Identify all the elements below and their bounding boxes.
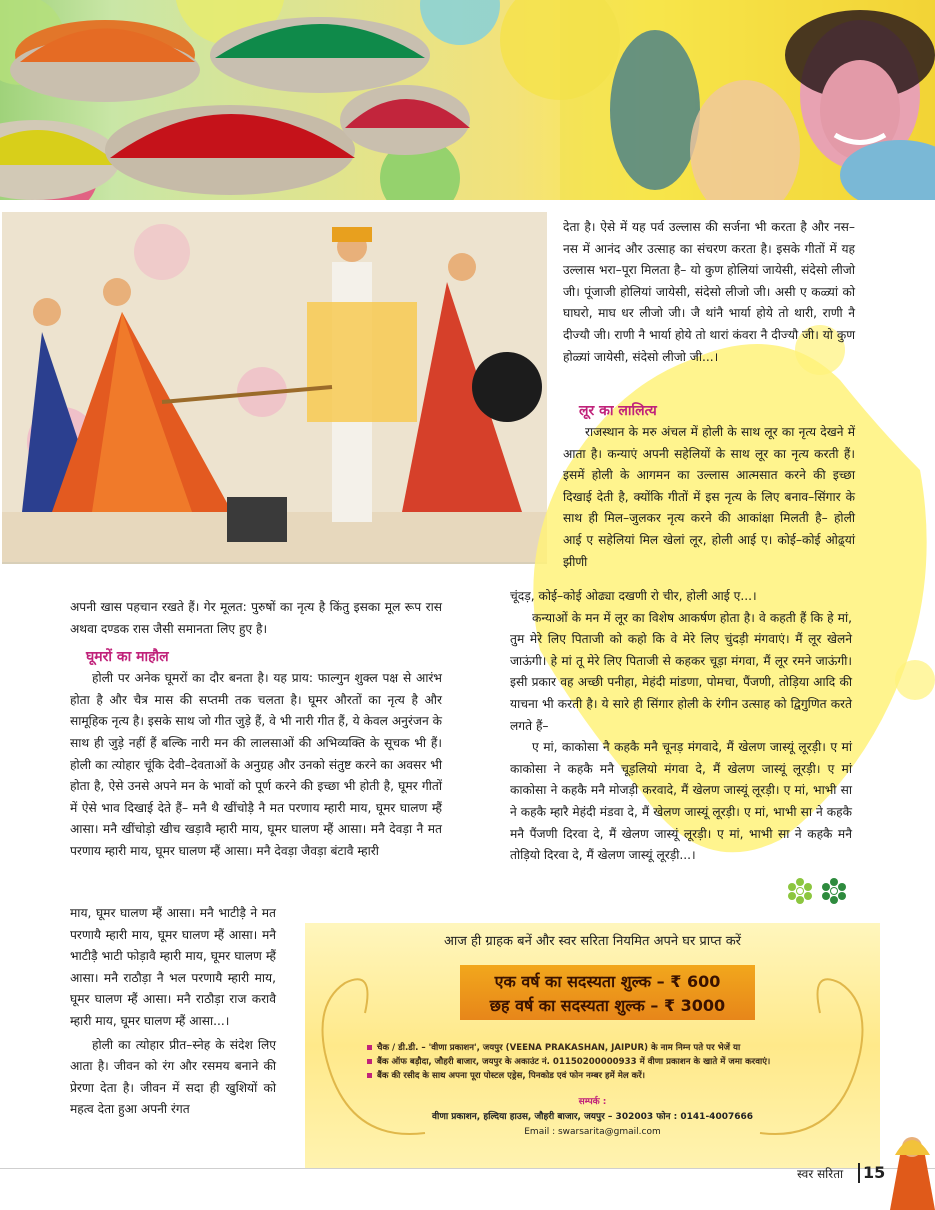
paragraph-holi-message: होली का त्योहार प्रीत–स्नेह के संदेश लिए आता है। जीवन को रंग और रसमय बनाने की प्रेरणा देता है। जीवन में सदा ही खुशियों को महत्व देता हुआ अपनी रंगत xyxy=(70,1037,276,1117)
magazine-name: स्वर सरिता xyxy=(797,1167,844,1181)
price-six-year: छह वर्ष का सदस्यता शुल्क – ₹ 3000 xyxy=(489,996,726,1015)
subscription-instructions xyxy=(367,1041,827,1083)
instruction-item: बैंक की रसीद के साथ अपना पूरा पोस्टल एड्रेस, पिनकोड एवं फोन नम्बर हमें मेल करें। xyxy=(367,1069,827,1083)
flower-ornament-icon xyxy=(786,876,856,906)
instruction-item: बैंक ऑफ बड़ौदा, जौहरी बाजार, जयपुर के अकाउंट नं. 01150200000933 में वीणा प्रकाशन के खाते में जमा करवाएं। xyxy=(367,1055,827,1069)
right-column-wide xyxy=(510,586,852,867)
paragraph-loor-cont: चूंदड़, कोई–कोई ओढ्या दखणी रो चीर, होली आई ए...। xyxy=(510,589,757,603)
holi-banner-image xyxy=(0,0,935,200)
instruction-item: चैक / डी.डी. – 'वीणा प्रकाशन', जयपुर (VEENA PRAKASHAN, JAIPUR) के नाम निम्न पते पर भेजें या xyxy=(367,1041,827,1055)
subscription-box xyxy=(305,923,880,1168)
subscription-headline: आज ही ग्राहक बनें और स्वर सरिता नियमित अपने घर प्राप्त करें xyxy=(443,934,742,949)
price-one-year: एक वर्ष का सदस्यता शुल्क – ₹ 600 xyxy=(494,972,721,991)
heading-ghoomar: घूमरों का माहौल xyxy=(86,649,169,666)
loor-section xyxy=(563,400,855,573)
rajasthani-painting xyxy=(2,212,547,564)
footer-rule xyxy=(0,1168,935,1169)
paragraph-holi-songs: देता है। ऐसे में यह पर्व उल्लास की सर्जना भी करता है और नस–नस में आनंद और उत्साह का संचरण करता है। इसके गीतों में यह उल्लास भरा–पूरा मिलता है– यो कुण होलियां जायेसी, संदेसो लीजो जी। पूंजाजी होलियां जायेसी, संदेसो लीजो जी। असी ए कळ्यां को घाघरो, माघ धर लीजो जी। जै थांनै भार्या होये तो थारी, राणी नै दीज्यौ जी। राणी नै भार्या होये तो थारां कंवरा नै दीज्यौ जी। यो कुण होळ्यां जायेसी, संदेसो लीजो जी...। xyxy=(563,220,855,364)
paragraph-song: ए मां, काकोसा नै कहकै मनै चूनड़ मंगवादे, मैं खेलण जास्यूं लूरड़ी। ए मां काकोसा ने कहकै मनै चूड़लियो मंगवा दे, मैं खेलण जास्यूं लूरड़ी। ए मां काकोसा ने कहकै मनै मोजड़ी करवादे, मैं खेलण जास्यूं लूरड़ी। ए मां, भाभी सा ने कहकै म्हारै मेहंदी मंडवा दे, मैं खेलण जास्यूं लूरड़ी। ए मां, भाभी सा ने कहकै मनै पैंजणी दिरवा दे, मैं खेलण जास्यूं लूरड़ी। ए मां, भाभी सा ने कहकै मनै तोड़ियो दिरवा दे, मैं खेलण जास्यूं लूरड़ी...। xyxy=(510,740,852,863)
paragraph-ghoomar-cont: माय, घूमर घालण म्हैं आसा। मनै भाटीड़ै ने मत परणायै म्हारी माय, घूमर घालण म्हैं आसा। मनै भाटीड़ै भाटी फोड़ावै म्हारी माय, घूमर घालण म्हैं आसा। मनै राठौड़ा नै भल परणायै म्हारी माय, घूमर घालण म्हैं आसा। मनै राठौड़ा राज करावै म्हारी माय, घूमर घालण म्हैं आसा...। xyxy=(70,906,276,1028)
contact-email[interactable]: Email : swarsarita@gmail.com xyxy=(524,1127,661,1137)
paragraph-loor: राजस्थान के मरु अंचल में होली के साथ लूर का नृत्य देखने में आता है। कन्याएं अपनी सहेलियों के साथ लूर का नृत्य करती हैं। इसमें होली के आगमन का उल्लास आत्मसात करने की इच्छा दिखाई देती है, क्योंकि गीतों में इस नृत्य के लिए बनाव–सिंगार के साथ ही मिल–जुलकर नृत्य करने की आकांक्षा मिलती है– होली आई ए सहेलियां मिल खेलां लूर, होली आई ए। कोई–कोई ओढ़्यां झीणी xyxy=(563,425,855,569)
narrow-column xyxy=(70,903,276,1121)
price-band xyxy=(460,965,755,1020)
contact-address: वीणा प्रकाशन, हल्दिया हाउस, जौहरी बाजार, जयपुर – 302003 फोन : 0141-4007666 xyxy=(431,1112,754,1122)
paragraph-kanya: कन्याओं के मन में लूर का विशेष आकर्षण होता है। वे कहती हैं कि हे मां, तुम मेरे लिए पिताजी को कहो कि वे मेरे लिए चुंदड़ी मंगवाएं। मैं लूर खेलने जाऊंगी। हे मां तू मेरे लिए पिताजी से कहकर चूड़ा मंगवा, मैं लूर रमने जाऊंगी। इसी प्रकार वह अच्छी पनीहा, मेहंदी मांडणा, पोमचा, पैंजणी, तोड़िया आदि की याचना भी करती है। ये सारे ही सिंगार होली के रंगीन उत्साह को द्विगुणित करते लगते हैं– xyxy=(510,610,852,733)
paragraph-ger: अपनी खास पहचान रखते हैं। गेर मूलत: पुरुषों का नृत्य है किंतु इसका मूल रूप रास अथवा दण्डक रास जैसी समानता लिए हुए है। xyxy=(70,600,442,636)
woman-illustration-icon xyxy=(880,1125,935,1210)
heading-loor: लूर का लालित्य xyxy=(579,403,657,419)
right-column-top xyxy=(563,217,855,368)
contact-heading: सम्पर्क : xyxy=(578,1097,607,1107)
painting-illustration xyxy=(2,212,547,562)
page-number: 15 xyxy=(858,1163,885,1183)
banner-illustration xyxy=(0,0,935,200)
left-column xyxy=(70,597,442,863)
paragraph-ghoomar: होली पर अनेक घूमरों का दौर बनता है। यह प्राय: फाल्गुन शुक्ल पक्ष से आरंभ होता है और चैत्र मास की सप्तमी तक चलता है। घूमर औरतों का नृत्य है और सामूहिक नृत्य है। इसके साथ जो गीत जुड़े हैं, वे भी नारी गीत हैं, ये केवल अनुरंजन के साथ ही जुड़े नहीं हैं बल्कि नारी मन की लालसाओं की अभिव्यक्ति के सूचक भी हैं। होली का त्योहार चूंकि देवी–देवताओं के अनुग्रह और उनको संतुष्ट करने का अवसर भी होता है, ऐसे उनसे अपने मन के भावों को पूर्ण करने की इच्छा भी होती है, घूमर गीतों में ऐसे भाव दिखाई देते हैं– मनै थै खींचोड़ै नै मत परणाय म्हारी माय, घूमर घालण म्हैं आसा। मनै खींचोड़ो खीच खड़ावै म्हारी माय, घूमर घालण म्हैं आसा। मनै देवड़ा नै मत परणाय म्हारी माय, घूमर घालण म्हैं आसा। मनै देवड़ा जैवड़ा बंटावै म्हारी xyxy=(70,671,442,858)
contact-block xyxy=(305,1095,880,1140)
